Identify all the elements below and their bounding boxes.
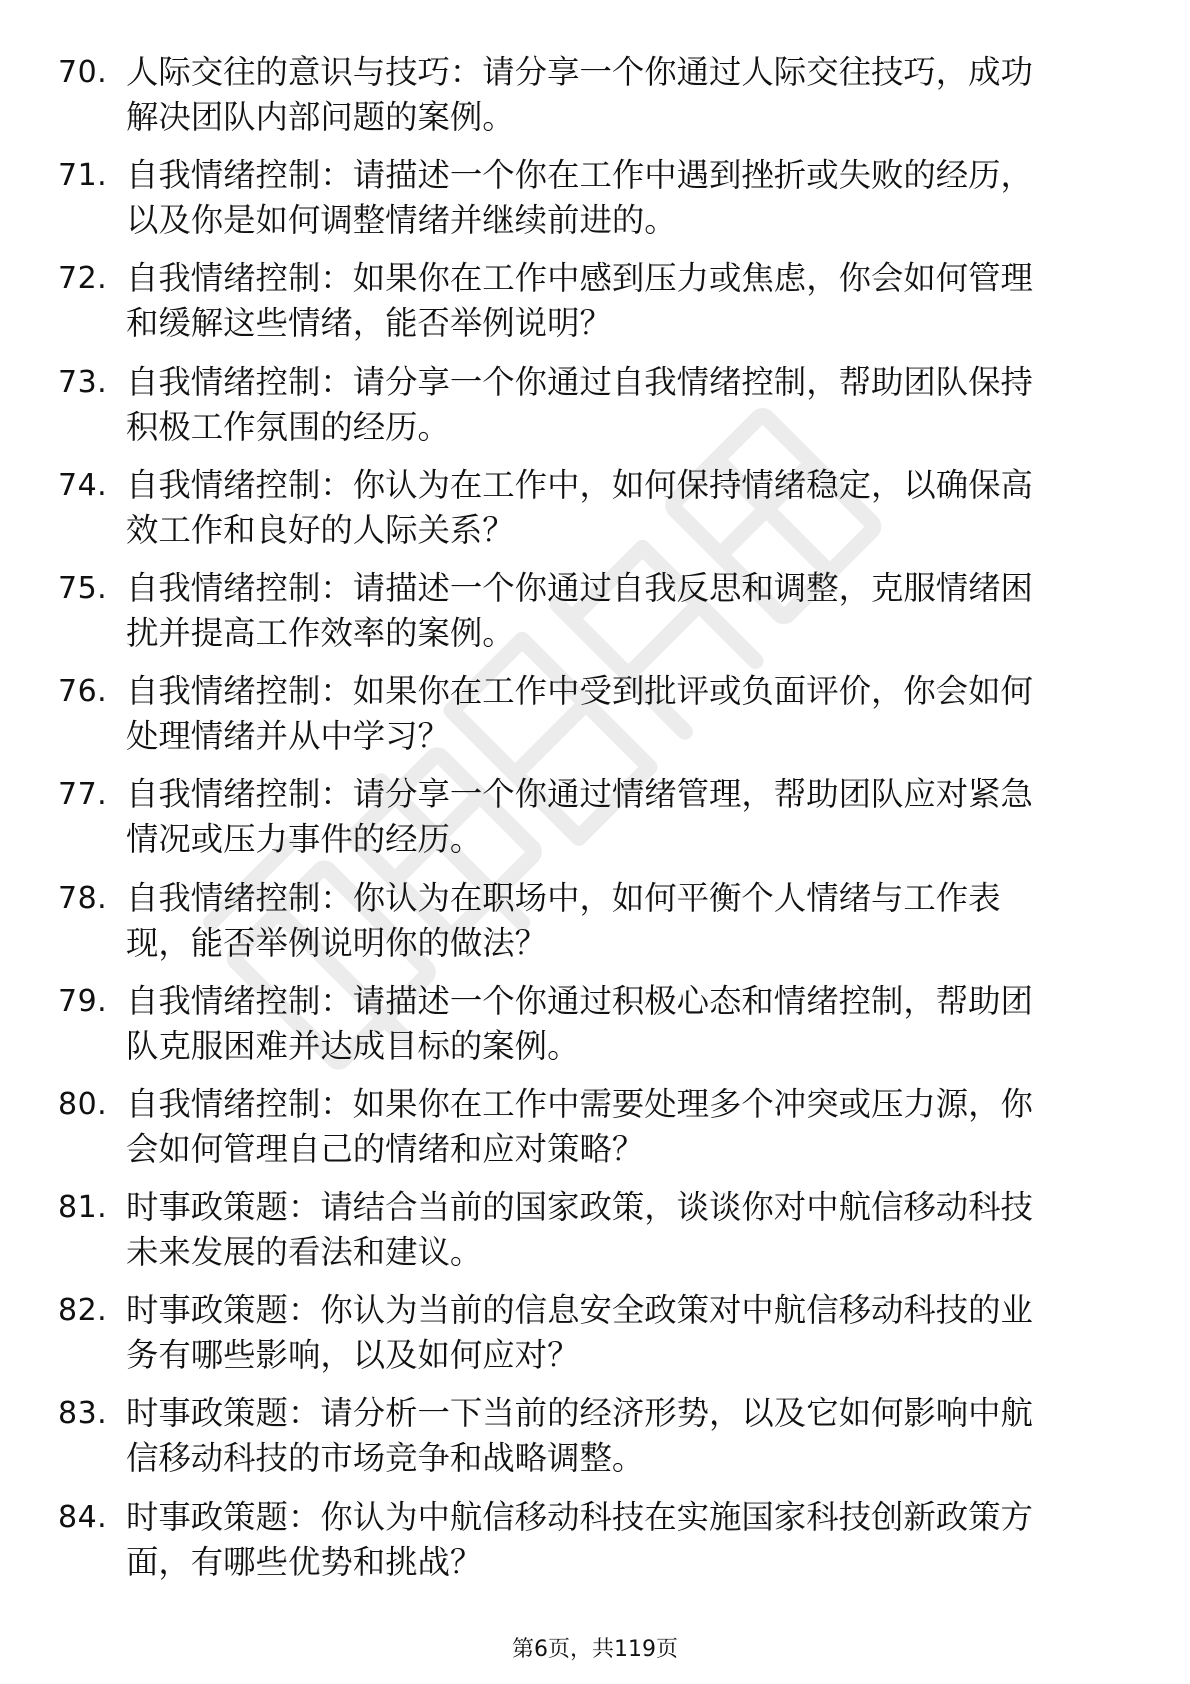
question-number: 79. [58, 983, 108, 1019]
question-item [0, 1288, 1190, 1391]
question-item [0, 360, 1190, 463]
question-text: 时事政策题：请结合当前的国家政策，谈谈你对中航信移动科技 未来发展的看法和建议。 [126, 1188, 1033, 1272]
question-text: 自我情绪控制：请描述一个你通过自我反思和调整，克服情绪困 扰并提高工作效率的案例。 [126, 568, 1033, 652]
question-item [0, 876, 1190, 979]
page-footer [0, 1635, 1190, 1665]
question-text: 时事政策题：你认为中航信移动科技在实施国家科技创新政策方 面，有哪些优势和挑战？ [126, 1497, 1033, 1581]
question-number: 76. [58, 674, 108, 710]
question-number: 77. [58, 777, 108, 813]
question-list [0, 50, 1190, 1598]
question-item [0, 669, 1190, 772]
question-number: 83. [58, 1396, 108, 1432]
question-text: 自我情绪控制：请分享一个你通过情绪管理，帮助团队应对紧急 情况或压力事件的经历。 [126, 775, 1033, 859]
question-number: 80. [58, 1086, 108, 1122]
question-item [0, 256, 1190, 359]
question-item [0, 566, 1190, 669]
question-number: 74. [58, 467, 108, 503]
question-item [0, 153, 1190, 256]
question-number: 81. [58, 1190, 108, 1226]
question-text: 自我情绪控制：请描述一个你通过积极心态和情绪控制，帮助团 队克服困难并达成目标的案例。 [126, 981, 1033, 1065]
question-text: 自我情绪控制：请描述一个你在工作中遇到挫折或失败的经历， 以及你是如何调整情绪并继续前进的。 [126, 156, 1033, 240]
question-number: 82. [58, 1293, 108, 1329]
question-number: 78. [58, 880, 108, 916]
question-number: 70. [58, 55, 108, 90]
question-number: 73. [58, 364, 108, 400]
question-text: 人际交往的意识与技巧：请分享一个你通过人际交往技巧，成功 解决团队内部问题的案例。 [126, 53, 1033, 136]
question-text: 自我情绪控制：如果你在工作中需要处理多个冲突或压力源，你 会如何管理自己的情绪和应对策略？ [126, 1084, 1033, 1168]
question-text: 时事政策题：请分析一下当前的经济形势，以及它如何影响中航 信移动科技的市场竞争和战略调整。 [126, 1394, 1033, 1478]
page-number-label: 第6页，共119页 [512, 1637, 678, 1662]
question-item [0, 1391, 1190, 1494]
question-number: 84. [58, 1499, 108, 1535]
question-item [0, 1495, 1190, 1598]
question-text: 自我情绪控制：你认为在职场中，如何平衡个人情绪与工作表 现，能否举例说明你的做法？ [126, 878, 1001, 962]
question-text: 自我情绪控制：请分享一个你通过自我情绪控制，帮助团队保持 积极工作氛围的经历。 [126, 362, 1033, 446]
question-number: 75. [58, 570, 108, 606]
question-text: 自我情绪控制：你认为在工作中，如何保持情绪稳定，以确保高 效工作和良好的人际关系？ [126, 465, 1033, 549]
question-item [0, 463, 1190, 566]
question-text: 时事政策题：你认为当前的信息安全政策对中航信移动科技的业 务有哪些影响，以及如何应对？ [126, 1291, 1033, 1375]
question-item [0, 772, 1190, 875]
question-item [0, 979, 1190, 1082]
question-item [0, 50, 1190, 153]
question-number: 71. [58, 158, 108, 194]
question-text: 自我情绪控制：如果你在工作中受到批评或负面评价，你会如何 处理情绪并从中学习？ [126, 672, 1033, 756]
question-item [0, 1082, 1190, 1185]
question-text: 自我情绪控制：如果你在工作中感到压力或焦虑，你会如何管理 和缓解这些情绪，能否举例说明？ [126, 259, 1033, 343]
question-item [0, 1185, 1190, 1288]
question-number: 72. [58, 261, 108, 297]
